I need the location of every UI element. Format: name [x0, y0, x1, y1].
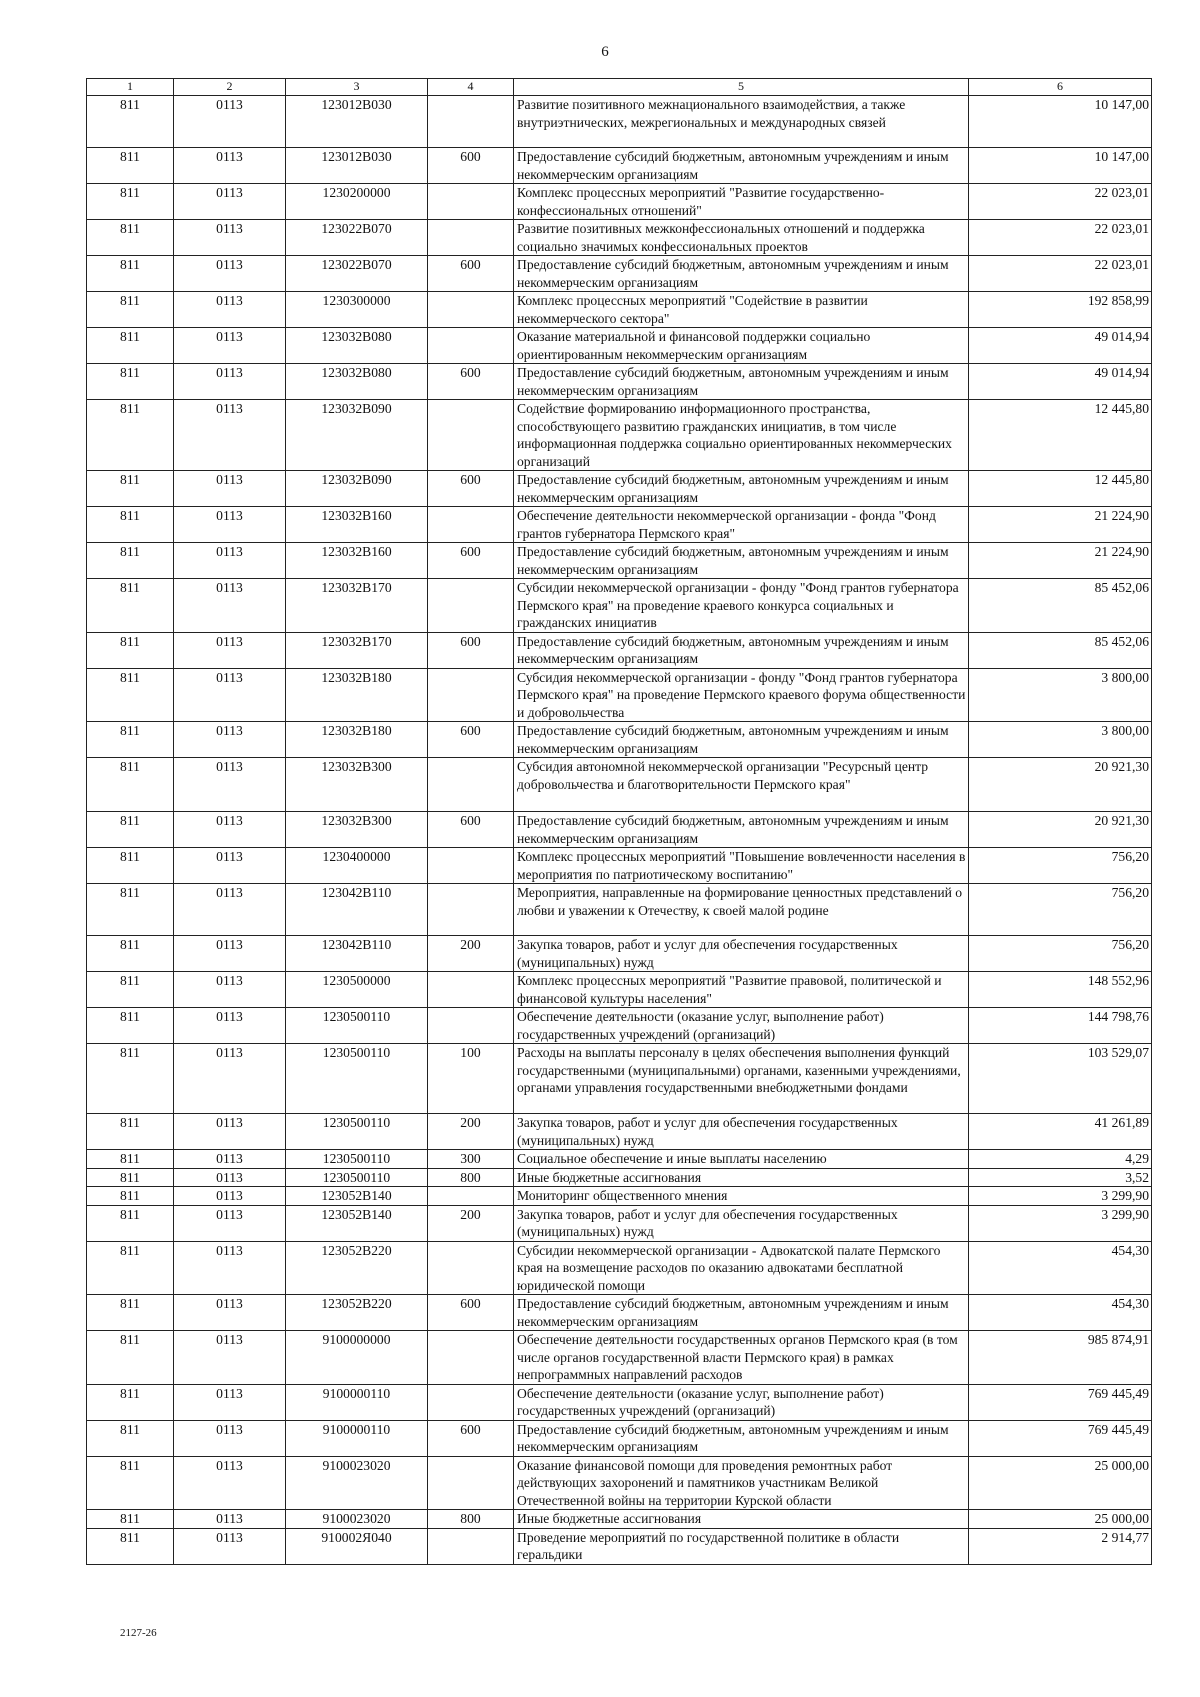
cell-amount: 756,20 — [969, 936, 1152, 972]
table-row — [87, 1150, 1152, 1169]
cell-target-article: 1230500000 — [286, 972, 428, 1008]
cell-section-code: 0113 — [174, 1150, 286, 1169]
cell-description: Обеспечение деятельности некоммерческой организации - фонда "Фонд грантов губернатора Пермского края" — [514, 507, 969, 543]
cell-amount: 769 445,49 — [969, 1420, 1152, 1456]
cell-description: Оказание финансовой помощи для проведения ремонтных работ действующих захоронений и памятников участникам Великой Отечественной войны на территории Курской области — [514, 1456, 969, 1510]
cell-ministry-code: 811 — [87, 884, 174, 936]
cell-ministry-code: 811 — [87, 1044, 174, 1114]
cell-target-article: 9100023020 — [286, 1456, 428, 1510]
cell-amount: 3,52 — [969, 1168, 1152, 1187]
cell-section-code: 0113 — [174, 758, 286, 812]
cell-ministry-code: 811 — [87, 972, 174, 1008]
cell-expense-type — [428, 1331, 514, 1385]
table-row — [87, 758, 1152, 812]
cell-section-code: 0113 — [174, 1114, 286, 1150]
column-header-4: 4 — [428, 79, 514, 96]
cell-section-code: 0113 — [174, 1456, 286, 1510]
column-header-2: 2 — [174, 79, 286, 96]
cell-target-article: 9100000110 — [286, 1384, 428, 1420]
cell-description: Социальное обеспечение и иные выплаты населению — [514, 1150, 969, 1169]
cell-expense-type: 600 — [428, 632, 514, 668]
cell-expense-type — [428, 848, 514, 884]
cell-description: Субсидия некоммерческой организации - фонду "Фонд грантов губернатора Пермского края" на проведение Пермского краевого форума общественности и добровольчества — [514, 668, 969, 722]
cell-ministry-code: 811 — [87, 936, 174, 972]
cell-expense-type: 600 — [428, 364, 514, 400]
cell-ministry-code: 811 — [87, 220, 174, 256]
cell-expense-type — [428, 972, 514, 1008]
cell-target-article: 123052B140 — [286, 1187, 428, 1206]
cell-amount: 3 299,90 — [969, 1205, 1152, 1241]
cell-ministry-code: 811 — [87, 722, 174, 758]
cell-section-code: 0113 — [174, 543, 286, 579]
cell-amount: 41 261,89 — [969, 1114, 1152, 1150]
cell-section-code: 0113 — [174, 1187, 286, 1206]
cell-amount: 22 023,01 — [969, 184, 1152, 220]
cell-description: Содействие формированию информационного пространства, способствующего развитию гражданских инициатив, в том числе информационная поддержка социально ориентированных некоммерческих организаций — [514, 400, 969, 471]
cell-ministry-code: 811 — [87, 812, 174, 848]
cell-description: Закупка товаров, работ и услуг для обеспечения государственных (муниципальных) нужд — [514, 1205, 969, 1241]
cell-target-article: 1230500110 — [286, 1114, 428, 1150]
cell-amount: 85 452,06 — [969, 632, 1152, 668]
cell-target-article: 123032B170 — [286, 632, 428, 668]
cell-description: Субсидии некоммерческой организации - Адвокатской палате Пермского края на возмещение расходов по оказанию адвокатами бесплатной юридической помощи — [514, 1241, 969, 1295]
cell-expense-type: 600 — [428, 543, 514, 579]
cell-target-article: 123052B220 — [286, 1241, 428, 1295]
column-header-1: 1 — [87, 79, 174, 96]
cell-section-code: 0113 — [174, 400, 286, 471]
cell-ministry-code: 811 — [87, 1331, 174, 1385]
column-header-3: 3 — [286, 79, 428, 96]
cell-ministry-code: 811 — [87, 579, 174, 633]
cell-section-code: 0113 — [174, 848, 286, 884]
cell-amount: 21 224,90 — [969, 543, 1152, 579]
cell-amount: 20 921,30 — [969, 812, 1152, 848]
cell-expense-type — [428, 507, 514, 543]
cell-amount: 49 014,94 — [969, 364, 1152, 400]
cell-description: Развитие позитивного межнационального взаимодействия, а также внутриэтнических, межрегиональных и международных связей — [514, 96, 969, 148]
cell-ministry-code: 811 — [87, 1150, 174, 1169]
cell-expense-type — [428, 884, 514, 936]
table-row — [87, 848, 1152, 884]
cell-target-article: 123042B110 — [286, 936, 428, 972]
cell-section-code: 0113 — [174, 668, 286, 722]
cell-amount: 4,29 — [969, 1150, 1152, 1169]
cell-description: Предоставление субсидий бюджетным, автономным учреждениям и иным некоммерческим организациям — [514, 364, 969, 400]
cell-section-code: 0113 — [174, 328, 286, 364]
cell-ministry-code: 811 — [87, 471, 174, 507]
table-row — [87, 292, 1152, 328]
cell-section-code: 0113 — [174, 1295, 286, 1331]
cell-target-article: 1230500110 — [286, 1168, 428, 1187]
cell-ministry-code: 811 — [87, 256, 174, 292]
cell-ministry-code: 811 — [87, 668, 174, 722]
cell-amount: 144 798,76 — [969, 1008, 1152, 1044]
cell-expense-type — [428, 1528, 514, 1564]
cell-section-code: 0113 — [174, 1205, 286, 1241]
cell-section-code: 0113 — [174, 884, 286, 936]
cell-section-code: 0113 — [174, 632, 286, 668]
cell-description: Мониторинг общественного мнения — [514, 1187, 969, 1206]
cell-amount: 756,20 — [969, 884, 1152, 936]
cell-expense-type — [428, 220, 514, 256]
table-row — [87, 507, 1152, 543]
cell-expense-type — [428, 1187, 514, 1206]
cell-description: Предоставление субсидий бюджетным, автономным учреждениям и иным некоммерческим организациям — [514, 1420, 969, 1456]
cell-description: Предоставление субсидий бюджетным, автономным учреждениям и иным некоммерческим организациям — [514, 543, 969, 579]
table-row — [87, 884, 1152, 936]
cell-target-article: 9100000000 — [286, 1331, 428, 1385]
cell-ministry-code: 811 — [87, 507, 174, 543]
cell-ministry-code: 811 — [87, 184, 174, 220]
table-row — [87, 936, 1152, 972]
cell-amount: 2 914,77 — [969, 1528, 1152, 1564]
table-row — [87, 722, 1152, 758]
table-row — [87, 632, 1152, 668]
cell-amount: 985 874,91 — [969, 1331, 1152, 1385]
cell-ministry-code: 811 — [87, 1420, 174, 1456]
cell-description: Комплекс процессных мероприятий "Содействие в развитии некоммерческого сектора" — [514, 292, 969, 328]
cell-target-article: 910002Я040 — [286, 1528, 428, 1564]
cell-target-article: 123032B160 — [286, 507, 428, 543]
cell-target-article: 1230500110 — [286, 1008, 428, 1044]
cell-description: Мероприятия, направленные на формирование ценностных представлений о любви и уважении к Отечеству, к своей малой родине — [514, 884, 969, 936]
cell-target-article: 123032B090 — [286, 400, 428, 471]
table-row — [87, 1384, 1152, 1420]
cell-expense-type — [428, 579, 514, 633]
cell-description: Закупка товаров, работ и услуг для обеспечения государственных (муниципальных) нужд — [514, 1114, 969, 1150]
cell-ministry-code: 811 — [87, 848, 174, 884]
cell-ministry-code: 811 — [87, 543, 174, 579]
cell-ministry-code: 811 — [87, 148, 174, 184]
cell-section-code: 0113 — [174, 507, 286, 543]
cell-ministry-code: 811 — [87, 1205, 174, 1241]
cell-target-article: 1230300000 — [286, 292, 428, 328]
cell-description: Предоставление субсидий бюджетным, автономным учреждениям и иным некоммерческим организациям — [514, 1295, 969, 1331]
cell-target-article: 123032B180 — [286, 722, 428, 758]
cell-section-code: 0113 — [174, 1384, 286, 1420]
cell-expense-type: 600 — [428, 812, 514, 848]
cell-section-code: 0113 — [174, 471, 286, 507]
cell-section-code: 0113 — [174, 364, 286, 400]
table-row — [87, 543, 1152, 579]
table-row — [87, 1168, 1152, 1187]
cell-amount: 3 800,00 — [969, 668, 1152, 722]
cell-expense-type: 300 — [428, 1150, 514, 1169]
cell-target-article: 9100023020 — [286, 1510, 428, 1529]
cell-ministry-code: 811 — [87, 1528, 174, 1564]
cell-description: Комплекс процессных мероприятий "Развитие правовой, политической и финансовой культуры населения" — [514, 972, 969, 1008]
cell-target-article: 123012B030 — [286, 148, 428, 184]
cell-target-article: 123022B070 — [286, 220, 428, 256]
cell-section-code: 0113 — [174, 1510, 286, 1529]
cell-expense-type: 600 — [428, 1295, 514, 1331]
cell-description: Субсидии некоммерческой организации - фонду "Фонд грантов губернатора Пермского края" на проведение краевого конкурса социальных и гражданских инициатив — [514, 579, 969, 633]
table-row — [87, 1510, 1152, 1529]
table-row — [87, 668, 1152, 722]
cell-target-article: 123032B300 — [286, 812, 428, 848]
cell-amount: 12 445,80 — [969, 400, 1152, 471]
cell-expense-type: 200 — [428, 1114, 514, 1150]
cell-section-code: 0113 — [174, 148, 286, 184]
cell-amount: 21 224,90 — [969, 507, 1152, 543]
cell-ministry-code: 811 — [87, 1295, 174, 1331]
cell-description: Иные бюджетные ассигнования — [514, 1168, 969, 1187]
table-row — [87, 1528, 1152, 1564]
table-row — [87, 1114, 1152, 1150]
cell-amount: 10 147,00 — [969, 96, 1152, 148]
cell-section-code: 0113 — [174, 1528, 286, 1564]
cell-expense-type — [428, 328, 514, 364]
cell-section-code: 0113 — [174, 936, 286, 972]
cell-target-article: 123032B160 — [286, 543, 428, 579]
table-row — [87, 220, 1152, 256]
table-row — [87, 1295, 1152, 1331]
table-row — [87, 972, 1152, 1008]
cell-description: Предоставление субсидий бюджетным, автономным учреждениям и иным некоммерческим организациям — [514, 812, 969, 848]
cell-expense-type — [428, 400, 514, 471]
table-row — [87, 364, 1152, 400]
cell-description: Комплекс процессных мероприятий "Повышение вовлеченности населения в мероприятия по патриотическому воспитанию" — [514, 848, 969, 884]
cell-description: Проведение мероприятий по государственной политике в области геральдики — [514, 1528, 969, 1564]
cell-description: Закупка товаров, работ и услуг для обеспечения государственных (муниципальных) нужд — [514, 936, 969, 972]
cell-target-article: 1230500110 — [286, 1044, 428, 1114]
cell-ministry-code: 811 — [87, 1008, 174, 1044]
cell-section-code: 0113 — [174, 722, 286, 758]
cell-expense-type: 600 — [428, 471, 514, 507]
table-row — [87, 256, 1152, 292]
cell-section-code: 0113 — [174, 1331, 286, 1385]
cell-description: Предоставление субсидий бюджетным, автономным учреждениям и иным некоммерческим организациям — [514, 256, 969, 292]
table-row — [87, 1044, 1152, 1114]
table-row — [87, 96, 1152, 148]
cell-target-article: 123032B180 — [286, 668, 428, 722]
cell-expense-type — [428, 1241, 514, 1295]
cell-expense-type: 600 — [428, 148, 514, 184]
cell-description: Обеспечение деятельности (оказание услуг, выполнение работ) государственных учреждений (организаций) — [514, 1384, 969, 1420]
cell-ministry-code: 811 — [87, 632, 174, 668]
document-code: 2127-26 — [120, 1627, 157, 1639]
cell-ministry-code: 811 — [87, 364, 174, 400]
table-row — [87, 812, 1152, 848]
cell-expense-type — [428, 96, 514, 148]
cell-description: Оказание материальной и финансовой поддержки социально ориентированным некоммерческим организациям — [514, 328, 969, 364]
table-row — [87, 1187, 1152, 1206]
cell-amount: 20 921,30 — [969, 758, 1152, 812]
cell-amount: 12 445,80 — [969, 471, 1152, 507]
cell-amount: 769 445,49 — [969, 1384, 1152, 1420]
cell-expense-type: 200 — [428, 936, 514, 972]
cell-ministry-code: 811 — [87, 400, 174, 471]
cell-description: Обеспечение деятельности государственных органов Пермского края (в том числе органов государственной власти Пермского края) в рамках непрограммных направлений расходов — [514, 1331, 969, 1385]
table-row — [87, 579, 1152, 633]
cell-description: Расходы на выплаты персоналу в целях обеспечения выполнения функций государственными (муниципальными) органами, казенными учреждениями, органами управления государственными внебюджетными фондами — [514, 1044, 969, 1114]
cell-target-article: 123012B030 — [286, 96, 428, 148]
cell-ministry-code: 811 — [87, 1241, 174, 1295]
cell-amount: 148 552,96 — [969, 972, 1152, 1008]
cell-expense-type: 200 — [428, 1205, 514, 1241]
cell-target-article: 123052B220 — [286, 1295, 428, 1331]
table-row — [87, 148, 1152, 184]
cell-section-code: 0113 — [174, 184, 286, 220]
cell-ministry-code: 811 — [87, 1456, 174, 1510]
cell-expense-type: 600 — [428, 1420, 514, 1456]
cell-amount: 3 800,00 — [969, 722, 1152, 758]
cell-ministry-code: 811 — [87, 1187, 174, 1206]
cell-section-code: 0113 — [174, 1241, 286, 1295]
cell-ministry-code: 811 — [87, 328, 174, 364]
cell-amount: 3 299,90 — [969, 1187, 1152, 1206]
cell-target-article: 123022B070 — [286, 256, 428, 292]
cell-expense-type — [428, 292, 514, 328]
cell-target-article: 123042B110 — [286, 884, 428, 936]
table-row — [87, 184, 1152, 220]
cell-amount: 85 452,06 — [969, 579, 1152, 633]
cell-expense-type — [428, 1456, 514, 1510]
cell-expense-type — [428, 1008, 514, 1044]
cell-amount: 10 147,00 — [969, 148, 1152, 184]
column-header-6: 6 — [969, 79, 1152, 96]
cell-description: Субсидия автономной некоммерческой организации "Ресурсный центр добровольчества и благотворительности Пермского края" — [514, 758, 969, 812]
cell-target-article: 1230500110 — [286, 1150, 428, 1169]
cell-amount: 25 000,00 — [969, 1510, 1152, 1529]
table-row — [87, 1331, 1152, 1385]
table-row — [87, 1241, 1152, 1295]
cell-amount: 756,20 — [969, 848, 1152, 884]
cell-description: Развитие позитивных межконфессиональных отношений и поддержка социально значимых конфессиональных проектов — [514, 220, 969, 256]
cell-ministry-code: 811 — [87, 292, 174, 328]
cell-target-article: 123052B140 — [286, 1205, 428, 1241]
cell-expense-type — [428, 1384, 514, 1420]
cell-section-code: 0113 — [174, 579, 286, 633]
cell-section-code: 0113 — [174, 256, 286, 292]
cell-target-article: 123032B080 — [286, 328, 428, 364]
cell-amount: 49 014,94 — [969, 328, 1152, 364]
cell-section-code: 0113 — [174, 96, 286, 148]
cell-section-code: 0113 — [174, 972, 286, 1008]
cell-amount: 22 023,01 — [969, 256, 1152, 292]
page-number: 6 — [601, 44, 609, 60]
cell-target-article: 123032B170 — [286, 579, 428, 633]
cell-amount: 192 858,99 — [969, 292, 1152, 328]
table-row — [87, 471, 1152, 507]
table-row — [87, 1456, 1152, 1510]
column-number-header-row — [87, 79, 1152, 96]
cell-expense-type: 800 — [428, 1168, 514, 1187]
budget-table — [86, 78, 1152, 1565]
cell-ministry-code: 811 — [87, 1510, 174, 1529]
cell-expense-type: 800 — [428, 1510, 514, 1529]
cell-description: Обеспечение деятельности (оказание услуг, выполнение работ) государственных учреждений (организаций) — [514, 1008, 969, 1044]
cell-target-article: 1230400000 — [286, 848, 428, 884]
table-row — [87, 1205, 1152, 1241]
cell-description: Предоставление субсидий бюджетным, автономным учреждениям и иным некоммерческим организациям — [514, 148, 969, 184]
table-row — [87, 1008, 1152, 1044]
cell-description: Предоставление субсидий бюджетным, автономным учреждениям и иным некоммерческим организациям — [514, 722, 969, 758]
cell-target-article: 123032B080 — [286, 364, 428, 400]
table-row — [87, 400, 1152, 471]
table-row — [87, 328, 1152, 364]
cell-expense-type — [428, 184, 514, 220]
cell-section-code: 0113 — [174, 220, 286, 256]
cell-ministry-code: 811 — [87, 758, 174, 812]
cell-section-code: 0113 — [174, 1044, 286, 1114]
cell-target-article: 1230200000 — [286, 184, 428, 220]
cell-description: Комплекс процессных мероприятий "Развитие государственно-конфессиональных отношений" — [514, 184, 969, 220]
cell-amount: 25 000,00 — [969, 1456, 1152, 1510]
cell-description: Иные бюджетные ассигнования — [514, 1510, 969, 1529]
cell-expense-type: 600 — [428, 722, 514, 758]
cell-description: Предоставление субсидий бюджетным, автономным учреждениям и иным некоммерческим организациям — [514, 471, 969, 507]
cell-target-article: 123032B300 — [286, 758, 428, 812]
cell-expense-type — [428, 668, 514, 722]
cell-amount: 103 529,07 — [969, 1044, 1152, 1114]
cell-ministry-code: 811 — [87, 1168, 174, 1187]
cell-section-code: 0113 — [174, 1168, 286, 1187]
cell-amount: 454,30 — [969, 1241, 1152, 1295]
cell-section-code: 0113 — [174, 1420, 286, 1456]
cell-target-article: 123032B090 — [286, 471, 428, 507]
cell-description: Предоставление субсидий бюджетным, автономным учреждениям и иным некоммерческим организациям — [514, 632, 969, 668]
column-header-5: 5 — [514, 79, 969, 96]
cell-section-code: 0113 — [174, 292, 286, 328]
cell-ministry-code: 811 — [87, 1114, 174, 1150]
cell-ministry-code: 811 — [87, 1384, 174, 1420]
cell-section-code: 0113 — [174, 812, 286, 848]
cell-amount: 22 023,01 — [969, 220, 1152, 256]
table-row — [87, 1420, 1152, 1456]
cell-target-article: 9100000110 — [286, 1420, 428, 1456]
cell-expense-type — [428, 758, 514, 812]
table-body — [87, 96, 1152, 1565]
cell-ministry-code: 811 — [87, 96, 174, 148]
cell-section-code: 0113 — [174, 1008, 286, 1044]
cell-expense-type: 600 — [428, 256, 514, 292]
cell-amount: 454,30 — [969, 1295, 1152, 1331]
cell-expense-type: 100 — [428, 1044, 514, 1114]
